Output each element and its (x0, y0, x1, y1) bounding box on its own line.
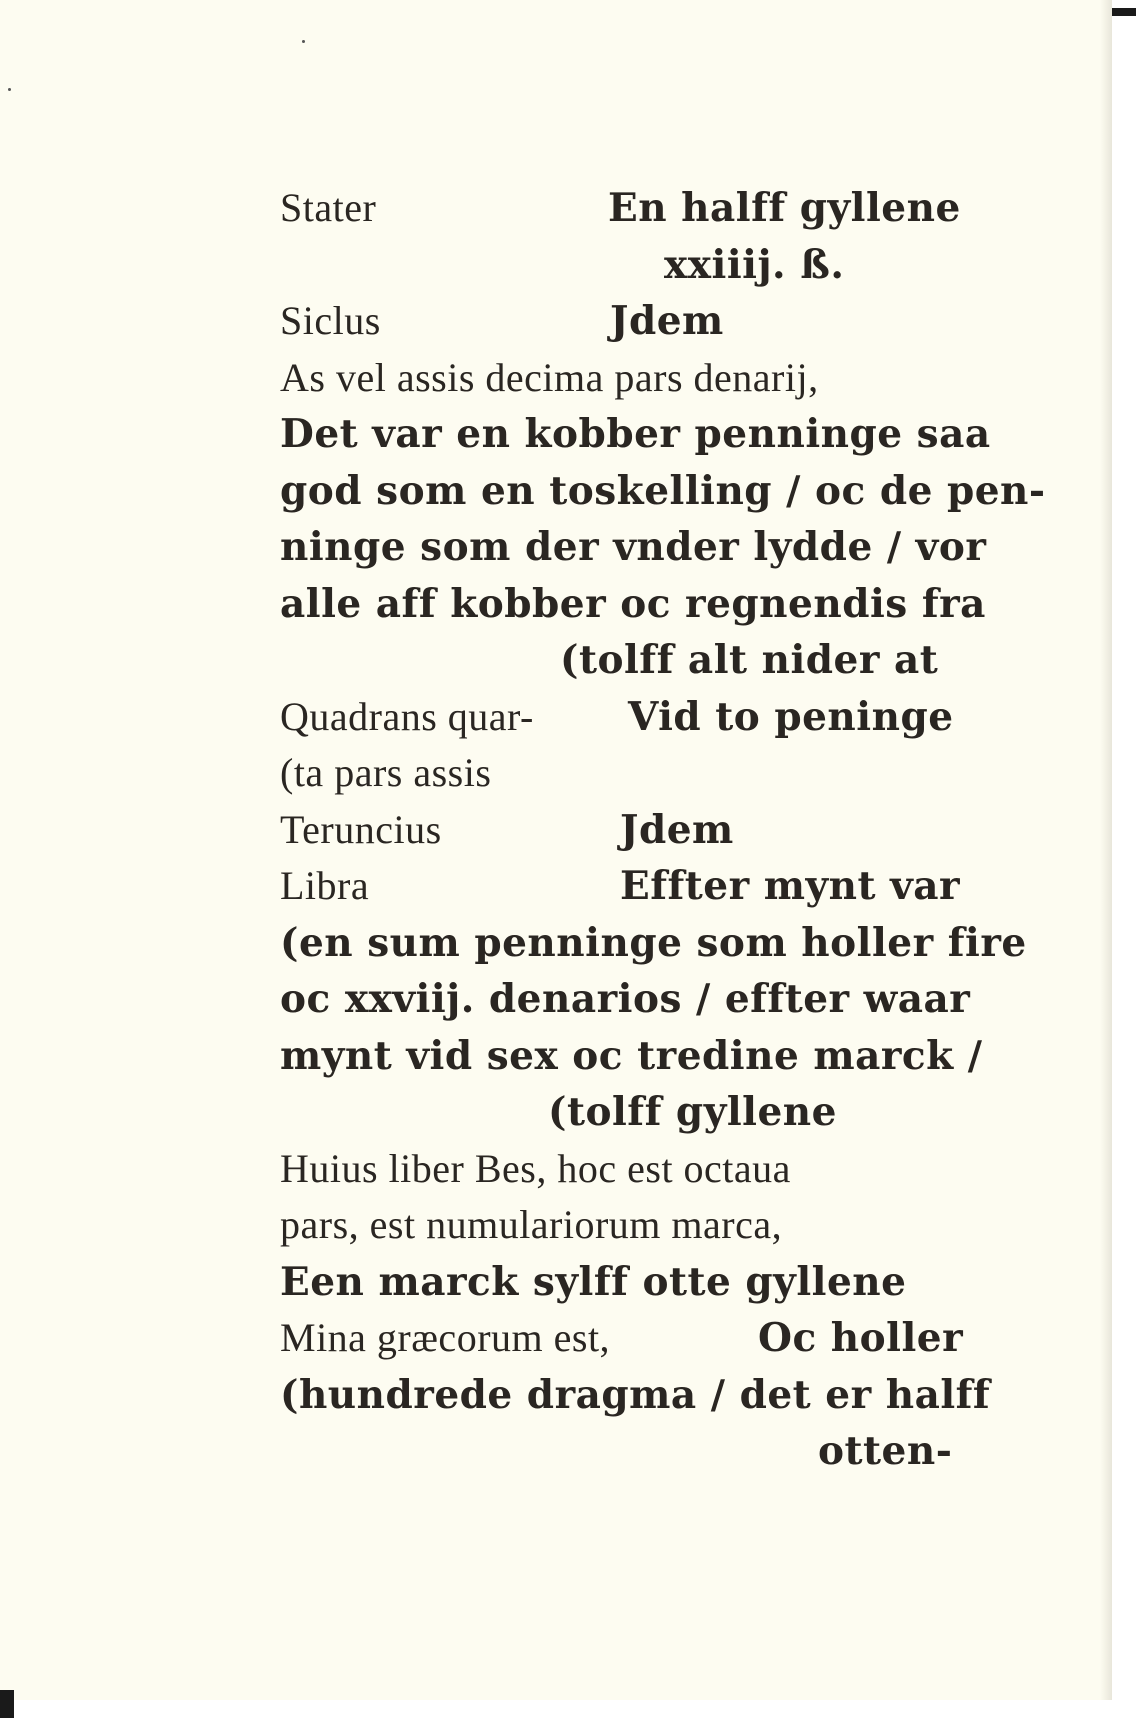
text-line (280, 1084, 970, 1141)
printed-text-block (280, 180, 1046, 1480)
ink-speck (8, 88, 11, 91)
text-line (280, 1423, 970, 1480)
text-line (280, 1367, 991, 1424)
ink-speck (302, 40, 305, 43)
danish-gloss: Vid to peninge (628, 693, 954, 740)
latin-term: Stater (280, 185, 377, 230)
danish-gloss: Jdem (610, 298, 724, 344)
latin-term: As vel assis decima pars denarij, (280, 354, 819, 400)
danish-gloss: (hundrede dragma / det er halff (280, 1371, 991, 1418)
text-line (280, 293, 970, 350)
latin-term: Quadrans quar- (280, 693, 534, 739)
scan-edge-mark (1112, 8, 1136, 16)
danish-gloss: (en sum penninge som holler fire (280, 919, 1027, 966)
text-line (280, 406, 991, 463)
text-line (280, 1141, 970, 1198)
text-line (280, 915, 1027, 972)
text-line (280, 802, 970, 859)
danish-gloss: Oc holler (758, 1315, 964, 1361)
danish-gloss: (tolff alt nider at (560, 637, 939, 683)
latin-term: Libra (280, 863, 370, 908)
text-line (280, 576, 986, 633)
latin-term: Huius liber Bes, hoc est octaua (280, 1145, 791, 1191)
text-line (280, 632, 970, 689)
latin-term: pars, est numulariorum marca, (280, 1202, 783, 1247)
text-line (280, 237, 970, 294)
danish-gloss: alle aff kobber oc regnendis fra (280, 580, 986, 627)
danish-gloss: otten- (818, 1428, 953, 1474)
text-line (280, 745, 970, 802)
latin-term: Teruncius (280, 806, 442, 852)
danish-gloss: (tolff gyllene (548, 1089, 837, 1135)
latin-term: Siclus (280, 298, 381, 343)
danish-gloss: oc xxviij. denarios / effter waar (280, 976, 971, 1022)
text-line (280, 1254, 970, 1311)
text-line (280, 971, 970, 1028)
danish-gloss: En halff gyllene (608, 185, 961, 231)
text-line (280, 1028, 983, 1085)
danish-gloss: Effter mynt var (620, 863, 961, 909)
text-line (280, 519, 987, 576)
text-line (280, 1310, 970, 1367)
text-line (280, 350, 970, 407)
page-edge-shadow (1100, 0, 1112, 1700)
danish-gloss: Jdem (620, 806, 734, 853)
danish-gloss: xxiiij. ß. (664, 241, 845, 288)
text-line (280, 1197, 970, 1254)
danish-gloss: ninge som der vnder lydde / vor (280, 524, 987, 570)
danish-gloss: Det var en kobber penninge saa (280, 411, 991, 457)
text-line (280, 858, 970, 915)
danish-gloss: Een marck sylff otte gyllene (280, 1258, 907, 1305)
text-line (280, 180, 970, 237)
latin-term: (ta pars assis (280, 750, 492, 795)
scan-edge-mark (0, 1690, 14, 1718)
latin-term: Mina græcorum est, (280, 1315, 611, 1360)
danish-gloss: god som en toskelling / oc de pen- (280, 467, 1046, 514)
text-line (280, 463, 1046, 520)
text-line (280, 689, 970, 746)
danish-gloss: mynt vid sex oc tredine marck / (280, 1032, 983, 1079)
